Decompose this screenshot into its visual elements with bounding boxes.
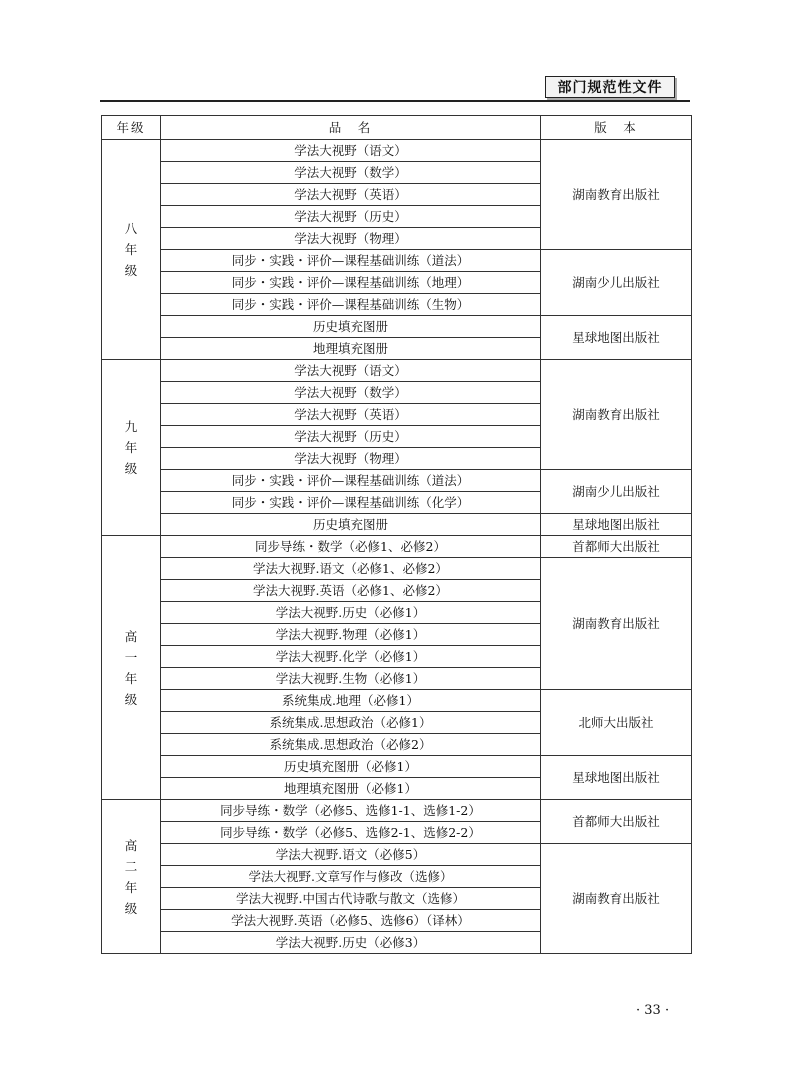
grade-char: 二 [124,858,138,874]
title-cell: 学法大视野.语文（必修5） [161,844,541,866]
title-cell: 学法大视野（物理） [161,228,541,250]
grade-char: 年 [124,670,138,686]
grade-char: 高 [124,837,138,853]
table-row [102,470,692,492]
title-cell: 学法大视野（历史） [161,426,541,448]
table-body [102,140,692,954]
title-cell: 学法大视野（历史） [161,206,541,228]
publisher-cell: 湖南教育出版社 [541,844,692,954]
title-cell: 学法大视野.语文（必修1、必修2） [161,558,541,580]
column-header-title: 品 名 [161,116,541,140]
title-cell: 地理填充图册（必修1） [161,778,541,800]
table-row [102,360,692,382]
title-cell: 同步导练・数学（必修5、选修2-1、选修2-2） [161,822,541,844]
page-number: · 33 · [636,1003,670,1018]
title-cell: 学法大视野（语文） [161,140,541,162]
title-cell: 学法大视野.历史（必修3） [161,932,541,954]
title-cell: 学法大视野（数学） [161,382,541,404]
grade-char: 级 [124,461,138,476]
title-cell: 同步导练・数学（必修1、必修2） [161,536,541,558]
publisher-cell: 星球地图出版社 [541,316,692,360]
table-row [102,250,692,272]
title-cell: 学法大视野.物理（必修1） [161,624,541,646]
grade-cell [102,360,161,536]
grade-cell [102,536,161,800]
table-row [102,140,692,162]
publisher-cell: 首都师大出版社 [541,800,692,844]
title-cell: 学法大视野.化学（必修1） [161,646,541,668]
publisher-cell: 星球地图出版社 [541,514,692,536]
title-cell: 学法大视野.英语（必修5、选修6）（译林） [161,910,541,932]
publisher-cell: 星球地图出版社 [541,756,692,800]
header-rule [100,100,690,102]
column-header-grade: 年级 [102,116,161,140]
document-category-tag: 部门规范性文件 [545,76,675,98]
grade-char: 年 [124,879,138,895]
publisher-cell: 首都师大出版社 [541,536,692,558]
title-cell: 学法大视野（英语） [161,404,541,426]
title-cell: 同步・实践・评价—课程基础训练（地理） [161,272,541,294]
title-cell: 同步・实践・评价—课程基础训练（道法） [161,470,541,492]
title-cell: 学法大视野.中国古代诗歌与散文（选修） [161,888,541,910]
publisher-cell: 湖南教育出版社 [541,140,692,250]
title-cell: 同步导练・数学（必修5、选修1-1、选修1-2） [161,800,541,822]
table-row [102,800,692,822]
grade-char: 九 [124,419,138,434]
title-cell: 学法大视野（物理） [161,448,541,470]
publisher-cell: 湖南教育出版社 [541,558,692,690]
title-cell: 系统集成.思想政治（必修1） [161,712,541,734]
grade-cell [102,140,161,360]
table-row [102,558,692,580]
grade-cell [102,800,161,954]
grade-char: 八 [124,221,138,236]
title-cell: 同步・实践・评价—课程基础训练（化学） [161,492,541,514]
table-row [102,756,692,778]
table-row [102,536,692,558]
grade-char: 级 [124,691,138,707]
grade-char: 级 [124,263,138,278]
title-cell: 学法大视野（语文） [161,360,541,382]
title-cell: 学法大视野.文章写作与修改（选修） [161,866,541,888]
table-row [102,690,692,712]
title-cell: 历史填充图册 [161,316,541,338]
title-cell: 同步・实践・评价—课程基础训练（道法） [161,250,541,272]
title-cell: 同步・实践・评价—课程基础训练（生物） [161,294,541,316]
title-cell: 学法大视野.生物（必修1） [161,668,541,690]
table-header-row [102,116,692,140]
title-cell: 系统集成.思想政治（必修2） [161,734,541,756]
grade-char: 年 [124,440,138,455]
textbook-table [101,115,692,954]
publisher-cell: 北师大出版社 [541,690,692,756]
title-cell: 学法大视野.英语（必修1、必修2） [161,580,541,602]
table-row [102,514,692,536]
publisher-cell: 湖南少儿出版社 [541,470,692,514]
grade-char: 一 [124,649,138,665]
title-cell: 系统集成.地理（必修1） [161,690,541,712]
publisher-cell: 湖南少儿出版社 [541,250,692,316]
table-row [102,316,692,338]
title-cell: 历史填充图册 [161,514,541,536]
grade-char: 级 [124,900,138,916]
table-row [102,844,692,866]
title-cell: 学法大视野.历史（必修1） [161,602,541,624]
title-cell: 学法大视野（数学） [161,162,541,184]
title-cell: 地理填充图册 [161,338,541,360]
grade-char: 高 [124,628,138,644]
grade-char: 年 [124,242,138,257]
title-cell: 学法大视野（英语） [161,184,541,206]
publisher-cell: 湖南教育出版社 [541,360,692,470]
title-cell: 历史填充图册（必修1） [161,756,541,778]
column-header-edition: 版 本 [541,116,692,140]
